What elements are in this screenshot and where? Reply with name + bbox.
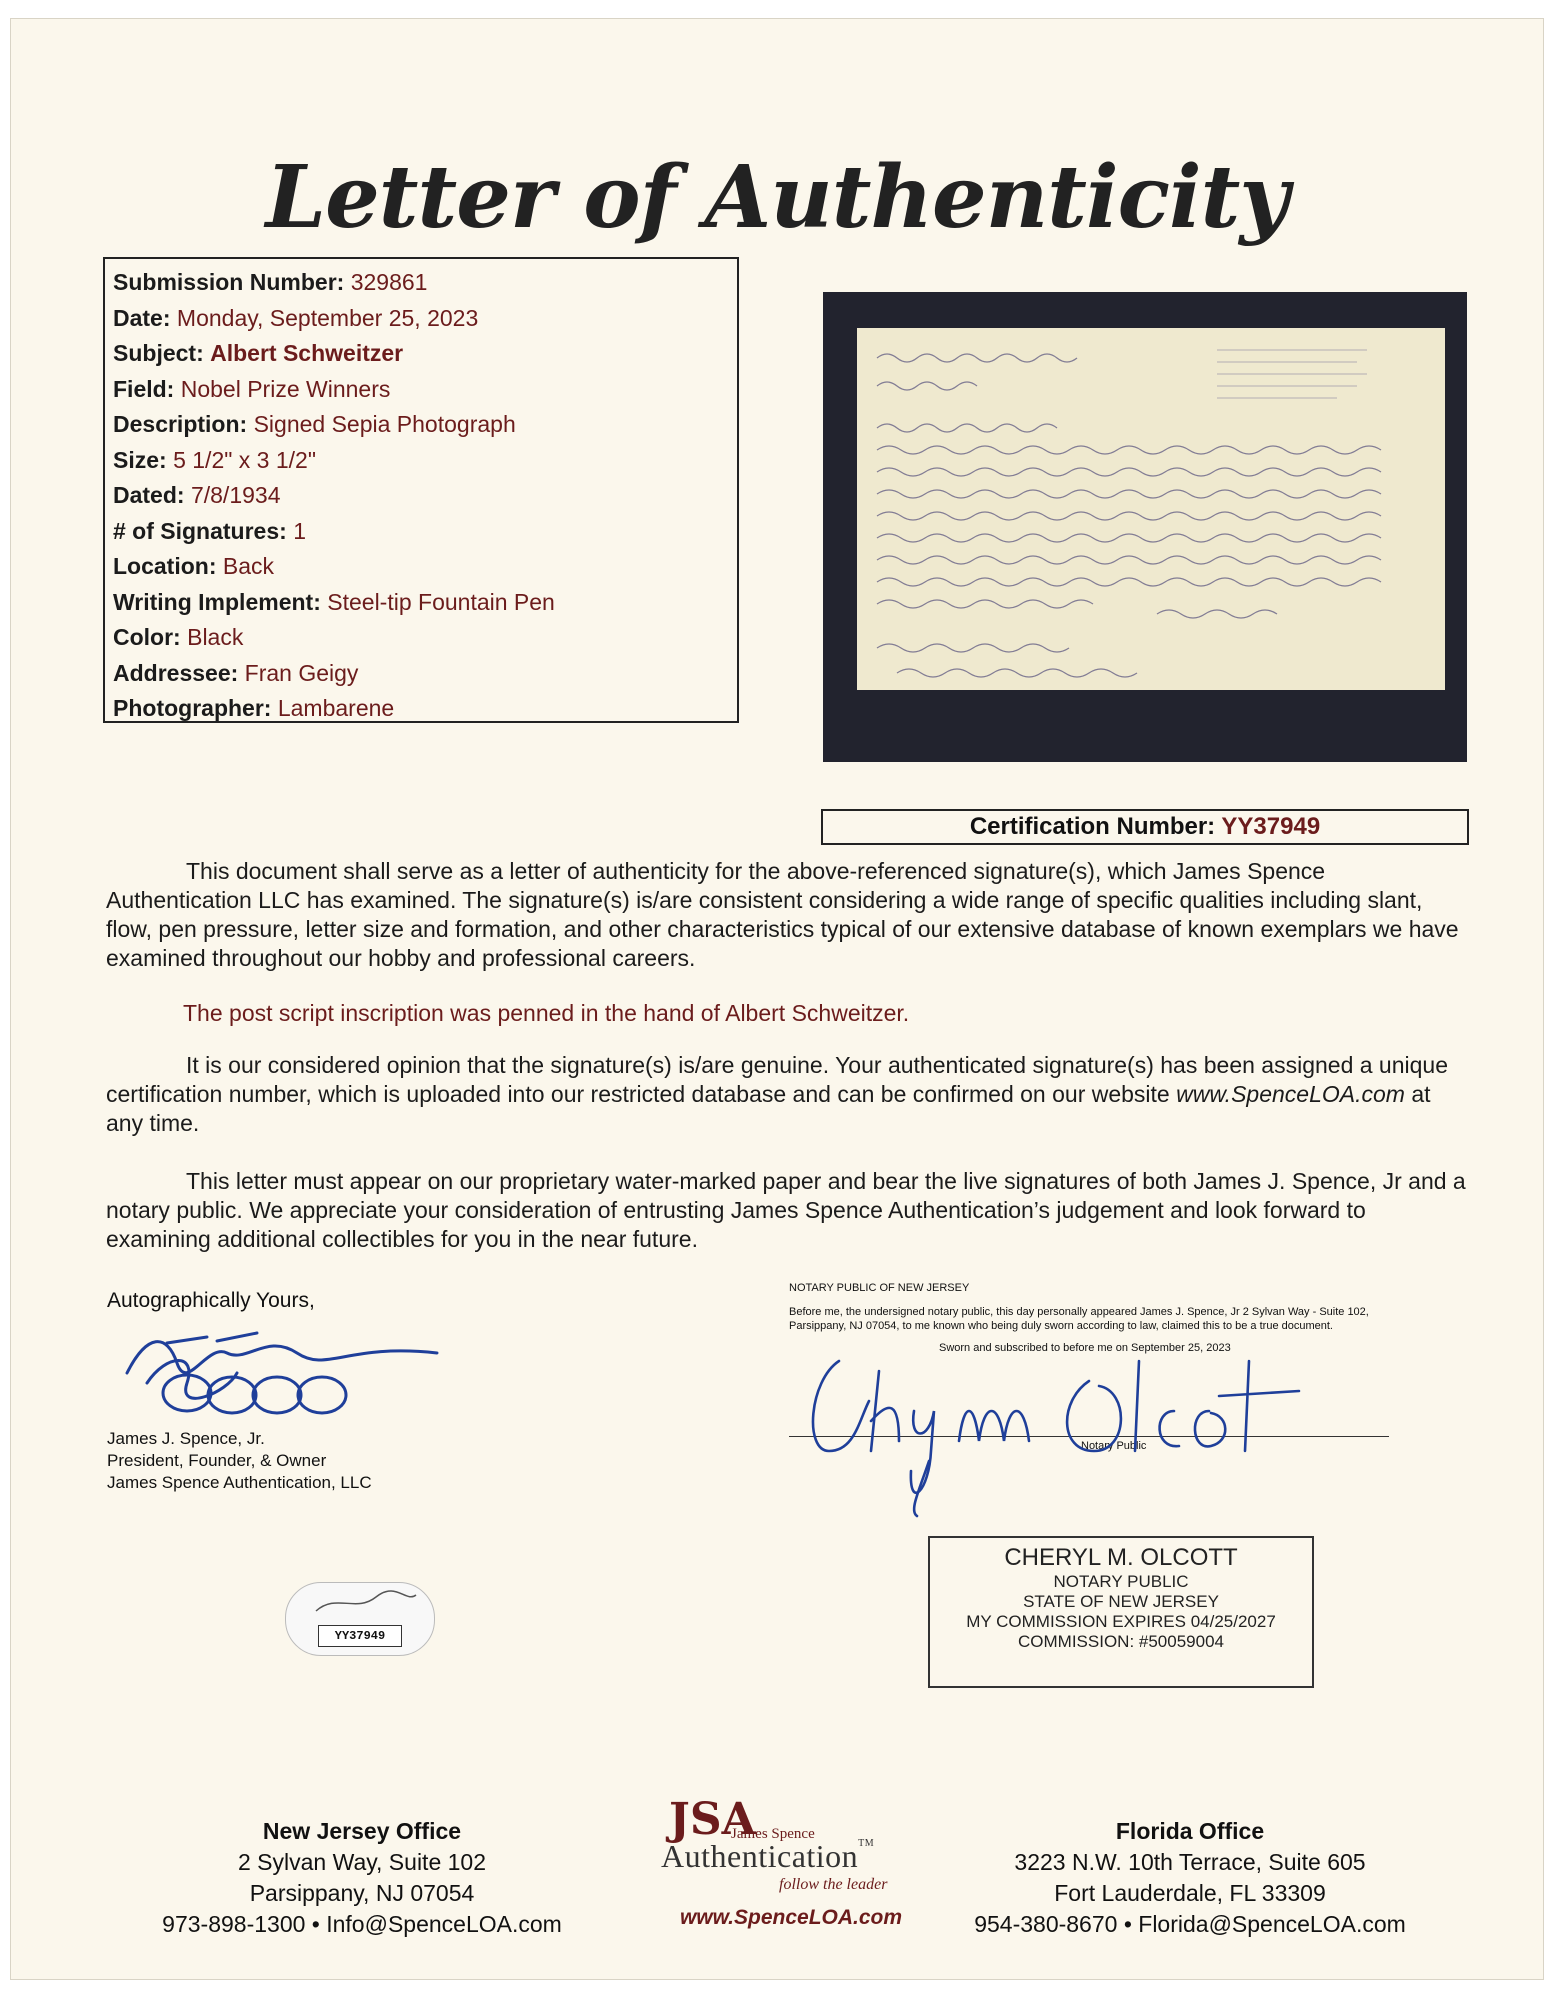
- jsa-logo: [631, 1794, 951, 1929]
- page-title: Letter of Authenticity: [265, 147, 1289, 248]
- detail-row: [113, 691, 729, 727]
- logo-authentication: [661, 1838, 874, 1875]
- detail-label: Color:: [113, 624, 181, 650]
- signer-name: James J. Spence, Jr.: [107, 1429, 265, 1448]
- submission-details-box: [103, 257, 739, 723]
- detail-row: [113, 620, 729, 656]
- detail-label: Addressee:: [113, 659, 239, 686]
- logo-authentication-text: Authentication: [661, 1838, 859, 1874]
- logo-jsa: JSA: [669, 1794, 756, 1845]
- logo-james-spence: James Spence: [731, 1826, 815, 1842]
- new-jersey-office: [127, 1816, 597, 1940]
- jsa-hologram-sticker: [285, 1582, 435, 1656]
- notary-statement: Before me, the undersigned notary public, this day personally appeared James J. Spence, Jr 2 Sylvan Way - Suite 102, Parsippany, NJ 07054, to me known who being duly sworn according to law, claimed this to be a true document.: [789, 1306, 1369, 1332]
- sticker-cert-id: YY37949: [318, 1625, 402, 1647]
- detail-value: Lambarene: [277, 695, 395, 721]
- office-address-line2: Fort Lauderdale, FL 33309: [1054, 1880, 1326, 1906]
- detail-row: [113, 407, 729, 443]
- detail-row: [113, 372, 729, 408]
- detail-row: [113, 301, 729, 337]
- closing-text: Autographically Yours,: [107, 1289, 315, 1312]
- detail-value: Fran Geigy: [244, 659, 359, 686]
- handwriting-image: [857, 328, 1445, 690]
- detail-row: [113, 336, 729, 372]
- certification-number-bar: [821, 809, 1469, 845]
- paragraph-text: This document shall serve as a letter of authenticity for the above-referenced signature(s), which James Spence Authentication LLC has examined. The signature(s) is/are consistent considering a wide range of specific qualities including slant, flow, pen pressure, letter size and formation, and other characteristics typical of our extensive database of known exemplars we have examined throughout our hobby and professional careers.: [106, 858, 1459, 971]
- detail-label: Date:: [113, 304, 171, 331]
- detail-label: Submission Number:: [113, 269, 345, 295]
- notary-block: [789, 1281, 1429, 1452]
- certification-label: Certification Number:: [969, 813, 1216, 840]
- detail-value: Signed Sepia Photograph: [253, 411, 516, 437]
- item-photo: [823, 292, 1467, 762]
- detail-value: Black: [187, 624, 244, 650]
- detail-row: [113, 443, 729, 479]
- paragraph-text: This letter must appear on our proprietary water-marked paper and bear the live signatures of both James J. Spence, Jr and a notary public. We appreciate your consideration of entrusting James Spence Authentication’s judgement and look forward to examining additional collectibles for you in the near future.: [106, 1168, 1466, 1252]
- detail-value: Monday, September 25, 2023: [176, 304, 479, 331]
- detail-row: [113, 549, 729, 585]
- office-contact: 954-380-8670 • Florida@SpenceLOA.com: [974, 1911, 1406, 1937]
- detail-value: 329861: [350, 269, 428, 295]
- postscript-note: The post script inscription was penned in the hand of Albert Schweitzer.: [183, 1000, 910, 1026]
- detail-row: [113, 585, 729, 621]
- detail-row: [113, 514, 729, 550]
- logo-tagline: follow the leader: [779, 1876, 888, 1893]
- logo-website-link[interactable]: www.SpenceLOA.com: [679, 1906, 903, 1929]
- website-link[interactable]: www.SpenceLOA.com: [1176, 1081, 1405, 1107]
- detail-label: Dated:: [113, 482, 185, 508]
- florida-office: [955, 1816, 1425, 1940]
- paragraph-authenticity: [106, 857, 1466, 973]
- spence-signature-image: [107, 1313, 447, 1423]
- logo-trademark: TM: [858, 1838, 875, 1849]
- detail-value: Albert Schweitzer: [210, 340, 404, 366]
- detail-label: Size:: [113, 446, 167, 473]
- detail-label: Subject:: [113, 340, 204, 366]
- paragraph-text: at any time.: [106, 1081, 1431, 1136]
- detail-value: Steel-tip Fountain Pen: [327, 588, 555, 615]
- detail-label: Location:: [113, 553, 217, 579]
- detail-row: [113, 478, 729, 514]
- paragraph-text: It is our considered opinion that the signature(s) is/are genuine. Your authenticated signature(s) has been assigned a unique certification number, which is uploaded into our restricted database and can be confirmed on our website: [106, 1052, 1449, 1107]
- signoff-block: [107, 1289, 527, 1494]
- signer-company: James Spence Authentication, LLC: [107, 1473, 372, 1492]
- office-address-line2: Parsippany, NJ 07054: [249, 1880, 475, 1906]
- notary-sworn-line: Sworn and subscribed to before me on September 25, 2023: [939, 1342, 1231, 1354]
- stamp-line: MY COMMISSION EXPIRES 04/25/2027: [966, 1612, 1276, 1631]
- sticker-signature-image: [286, 1583, 434, 1623]
- detail-row: [113, 656, 729, 692]
- detail-label: Photographer:: [113, 695, 272, 721]
- notary-signature-image: [799, 1341, 1359, 1521]
- office-address-line1: 2 Sylvan Way, Suite 102: [237, 1849, 486, 1875]
- stamp-line: COMMISSION: #50059004: [1018, 1632, 1224, 1651]
- stamp-line: CHERYL M. OLCOTT: [1004, 1544, 1238, 1571]
- detail-row: [113, 265, 729, 301]
- detail-label: Description:: [113, 411, 248, 437]
- notary-stamp: [928, 1536, 1314, 1688]
- detail-value: 7/8/1934: [190, 482, 281, 508]
- stamp-line: NOTARY PUBLIC: [1053, 1572, 1189, 1591]
- office-heading: Florida Office: [1115, 1818, 1265, 1844]
- office-address-line1: 3223 N.W. 10th Terrace, Suite 605: [1014, 1849, 1366, 1875]
- stamp-line: STATE OF NEW JERSEY: [1023, 1592, 1219, 1611]
- detail-label: Field:: [113, 375, 175, 402]
- notary-heading: NOTARY PUBLIC OF NEW JERSEY: [789, 1282, 970, 1294]
- office-heading: New Jersey Office: [262, 1818, 462, 1844]
- detail-label: # of Signatures:: [113, 517, 287, 544]
- signer-role: President, Founder, & Owner: [107, 1451, 327, 1470]
- paragraph-watermark: [106, 1167, 1466, 1254]
- detail-value: 5 1/2" x 3 1/2": [173, 446, 316, 473]
- letter-page: [10, 18, 1544, 1980]
- detail-value: 1: [293, 517, 306, 544]
- detail-value: Back: [222, 553, 275, 579]
- paragraph-opinion: [106, 1051, 1466, 1138]
- office-contact: 973-898-1300 • Info@SpenceLOA.com: [162, 1911, 562, 1937]
- detail-value: Nobel Prize Winners: [180, 375, 391, 402]
- detail-label: Writing Implement:: [113, 588, 321, 615]
- postcard-image: [857, 328, 1445, 690]
- notary-line-label: Notary Public: [1081, 1440, 1147, 1452]
- certification-number: YY37949: [1221, 813, 1321, 840]
